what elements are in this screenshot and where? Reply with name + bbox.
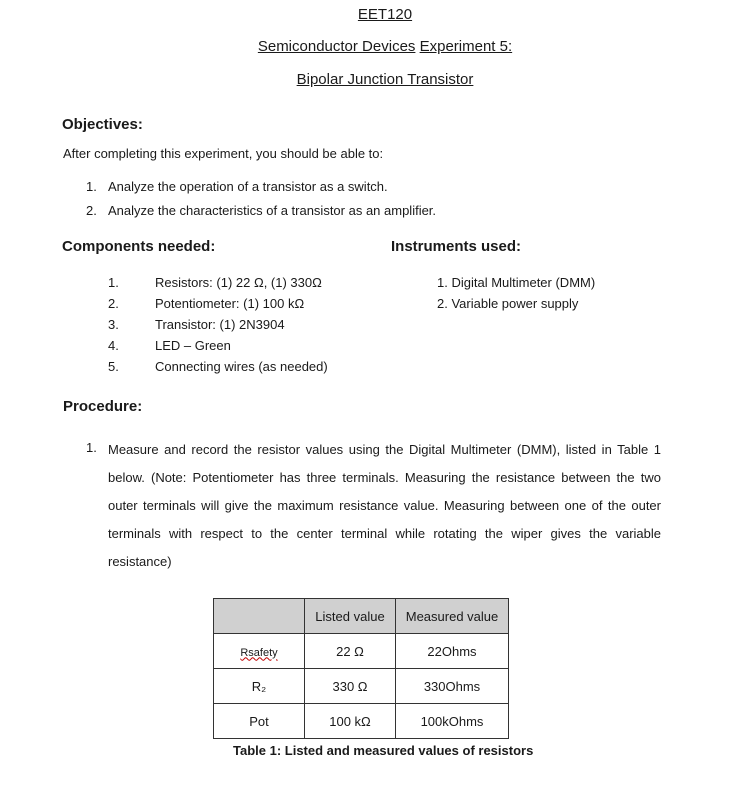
table-header-cell: Measured value [396, 599, 509, 634]
course-code: EET120 [357, 6, 413, 23]
measured-value-cell: 22Ohms [396, 634, 509, 669]
resistor-name-cell: R₂ [214, 669, 305, 704]
component-num: 5. [108, 359, 119, 374]
component-text: Connecting wires (as needed) [155, 359, 328, 374]
component-num: 2. [108, 296, 119, 311]
instruments-heading: Instruments used: [391, 238, 522, 255]
instrument-item: 2. Variable power supply [437, 296, 579, 311]
component-text: LED – Green [155, 338, 231, 353]
table-row [214, 704, 509, 739]
objective-text: Analyze the characteristics of a transistor as an amplifier. [108, 203, 437, 218]
component-num: 1. [108, 275, 119, 290]
table-row [214, 669, 509, 704]
title-experiment: Experiment 5: [419, 38, 513, 55]
measured-value-cell: 330Ohms [396, 669, 509, 704]
component-text: Transistor: (1) 2N3904 [155, 317, 285, 332]
component-text: Resistors: (1) 22 Ω, (1) 330Ω [155, 275, 322, 290]
procedure-heading: Procedure: [63, 398, 143, 415]
resistor-table [213, 598, 509, 739]
table-row [214, 634, 509, 669]
table-caption: Table 1: Listed and measured values of resistors [233, 743, 534, 758]
resistor-name-cell: Pot [214, 704, 305, 739]
component-text: Potentiometer: (1) 100 kΩ [155, 296, 305, 311]
listed-value-cell: 330 Ω [305, 669, 396, 704]
title-line-1 [0, 38, 747, 55]
table-header-cell: Listed value [305, 599, 396, 634]
procedure-step-num: 1. [86, 440, 97, 455]
objectives-heading: Objectives: [62, 116, 143, 133]
instrument-item: 1. Digital Multimeter (DMM) [437, 275, 596, 290]
component-num: 4. [108, 338, 119, 353]
listed-value-cell: 22 Ω [305, 634, 396, 669]
objective-text: Analyze the operation of a transistor as a switch. [108, 179, 388, 194]
objectives-intro: After completing this experiment, you should be able to: [63, 146, 384, 161]
table-header-row [214, 599, 509, 634]
objective-num: 2. [86, 203, 97, 218]
component-num: 3. [108, 317, 119, 332]
resistor-name: Rsafety [240, 646, 278, 659]
title-line-2: Bipolar Junction Transistor [296, 71, 474, 88]
table-header-cell [214, 599, 305, 634]
measured-value-cell: 100kOhms [396, 704, 509, 739]
resistor-name-cell [214, 634, 305, 669]
procedure-step-text: Measure and record the resistor values using the Digital Multimeter (DMM), listed in Table 1 below. (Note: Potentiometer has three terminals. Measuring the resistance between the two outer terminals will give the maximum resistance value. Measuring between one of the outer terminals with respect to the center terminal while rotating the wiper gives the variable resistance) [108, 442, 661, 569]
title-subject: Semiconductor Devices [257, 38, 416, 55]
listed-value-cell: 100 kΩ [305, 704, 396, 739]
components-heading: Components needed: [62, 238, 216, 255]
objective-num: 1. [86, 179, 97, 194]
